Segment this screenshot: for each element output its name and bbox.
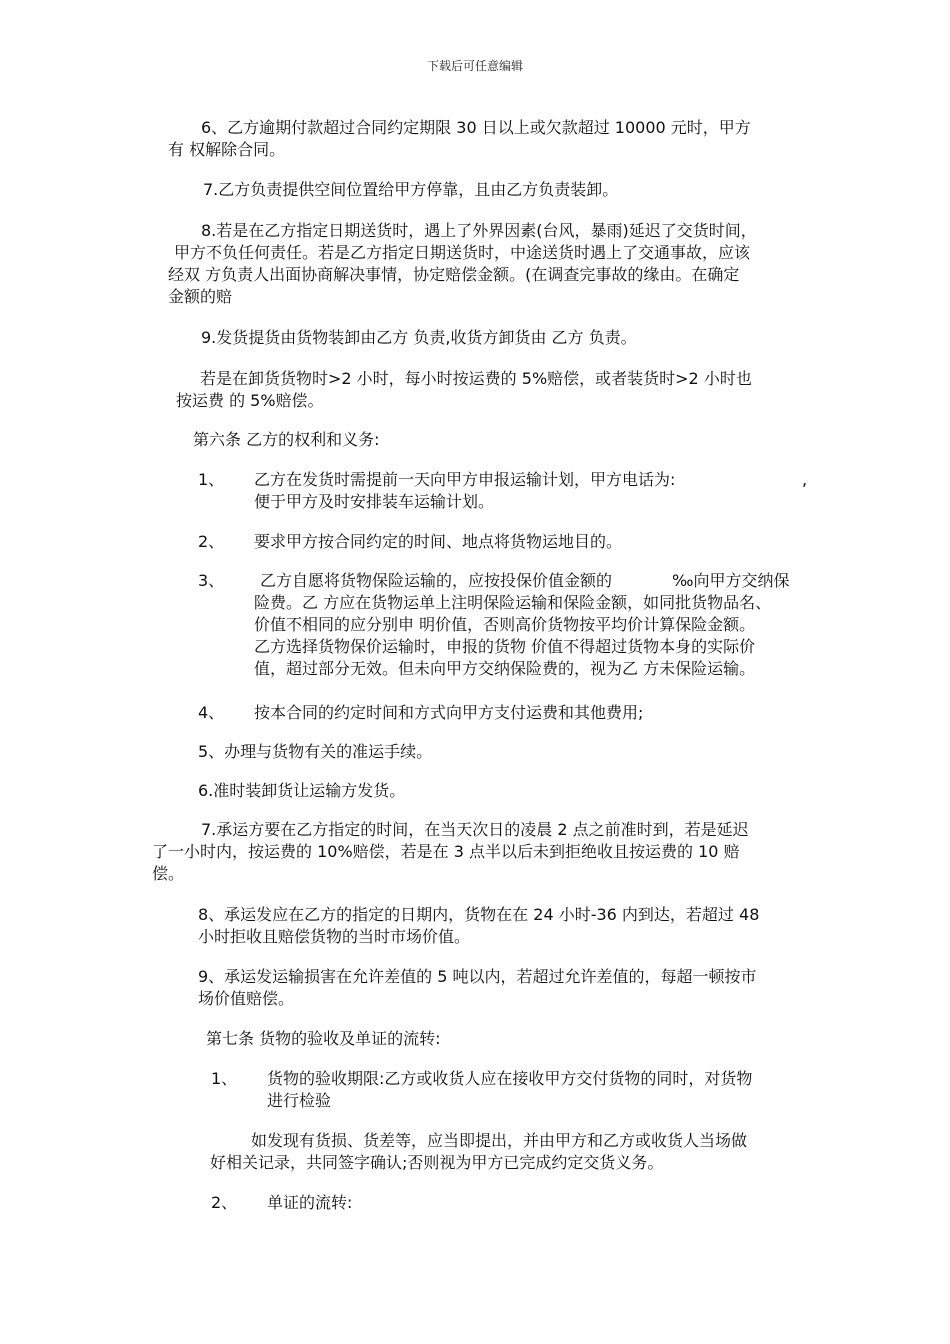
text-line: 如发现有货损、货差等，应当即提出，并由甲方和乙方或收货人当场做 [251,1131,748,1150]
text-line: 进行检验 [267,1091,332,1110]
text-line: 偿。 [152,864,185,883]
text-line: 9、承运发运输损害在允许差值的 5 吨以内，若超过允许差值的，每超一顿按市 [198,967,757,986]
clause-9 [201,327,637,349]
text-line: 9.发货提货由货物装卸由乙方 负责,收货方卸货由 乙方 负责。 [201,328,637,347]
text-line: 甲方不负任何责任。若是乙方指定日期送货时，中途送货时遇上了交通事故，应该 [174,243,751,262]
art6-item-1 [254,469,675,513]
text-line: 货物的验收期限:乙方或收货人应在接收甲方交付货物的同时，对货物 [267,1069,753,1088]
list-number: 1、 [198,470,225,489]
text-line: 金额的赔 [168,287,233,306]
list-number: 2、 [198,532,225,551]
art7-inspection-note [210,1130,747,1174]
text-line: 了一小时内，按运费的 10%赔偿，若是在 3 点半以后未到拒绝收且按运费的 10 赔 [152,842,740,861]
clause-9-compensation [176,368,752,412]
article-6-title: 第六条 乙方的权利和义务: [193,430,380,449]
text-line: 价值不相同的应分别申 明价值，否则高价货物按平均价计算保险金额。 [254,615,756,634]
page-header-note: 下载后可任意编辑 [426,59,523,73]
text-line: 有 权解除合同。 [168,140,286,159]
clause-7 [203,179,618,201]
blank-phone-comma: , [802,470,808,489]
text-line: 好相关记录，共同签字确认;否则视为甲方已完成约定交货义务。 [210,1153,664,1172]
clause-8 [168,220,757,308]
text-line: 值，超过部分无效。但未向甲方交纳保险费的，视为乙 方未保险运输。 [254,659,756,678]
art6-item-9 [198,966,757,1010]
text-line: 小时拒收且赔偿货物的当时市场价值。 [198,927,471,946]
text-line: 7.乙方负责提供空间位置给甲方停靠，且由乙方负责装卸。 [203,180,619,199]
list-number: 2、 [211,1193,238,1212]
art6-item-2: 要求甲方按合同约定的时间、地点将货物运地目的。 [254,532,623,551]
art6-item-3-line-1: 乙方自愿将货物保险运输的，应按投保价值金额的 [260,571,613,590]
art6-item-5: 5、办理与货物有关的准运手续。 [198,742,433,761]
art6-item-3-permille: ‰向甲方交纳保 [672,571,790,590]
text-line: 便于甲方及时安排装车运输计划。 [254,492,495,511]
text-line: 若是在卸货货物时>2 小时，每小时按运费的 5%赔偿，或者装货时>2 小时也 [200,369,752,388]
text-line: 7.承运方要在乙方指定的时间，在当天次日的凌晨 2 点之前准时到，若是延迟 [201,820,749,839]
art7-item-1 [267,1068,752,1112]
text-line: 乙方选择货物保价运输时，申报的货物 价值不得超过货物本身的实际价 [254,637,756,656]
text-line: 乙方在发货时需提前一天向甲方申报运输计划，甲方电话为: [254,470,676,489]
article-7-title: 第七条 货物的验收及单证的流转: [206,1029,441,1048]
list-number: 4、 [198,703,225,722]
art6-item-3-rest [254,592,771,680]
art6-item-8 [198,904,759,948]
text-line: 场价值赔偿。 [198,989,295,1008]
list-number: 1、 [211,1069,238,1088]
text-line: 8.若是在乙方指定日期送货时，遇上了外界因素(台风，暴雨)延迟了交货时间， [201,221,757,240]
clause-6 [168,117,751,161]
art6-item-7 [152,819,749,885]
art7-item-2: 单证的流转: [267,1193,353,1212]
text-line: 经双 方负责人出面协商解决事情，协定赔偿金额。(在调查完事故的缘由。在确定 [168,265,740,284]
art6-item-4: 按本合同的约定时间和方式向甲方支付运费和其他费用; [254,703,644,722]
text-line: 按运费 的 5%赔偿。 [176,391,324,410]
art6-item-6: 6.准时装卸货让运输方发货。 [198,781,406,800]
text-line: 险费。乙 方应在货物运单上注明保险运输和保险金额，如同批货物品名、 [254,593,772,612]
text-line: 6、乙方逾期付款超过合同约定期限 30 日以上或欠款超过 10000 元时，甲方 [201,118,751,137]
list-number: 3、 [198,571,225,590]
text-line: 8、承运发应在乙方的指定的日期内，货物在在 24 小时-36 内到达，若超过 48 [198,905,760,924]
